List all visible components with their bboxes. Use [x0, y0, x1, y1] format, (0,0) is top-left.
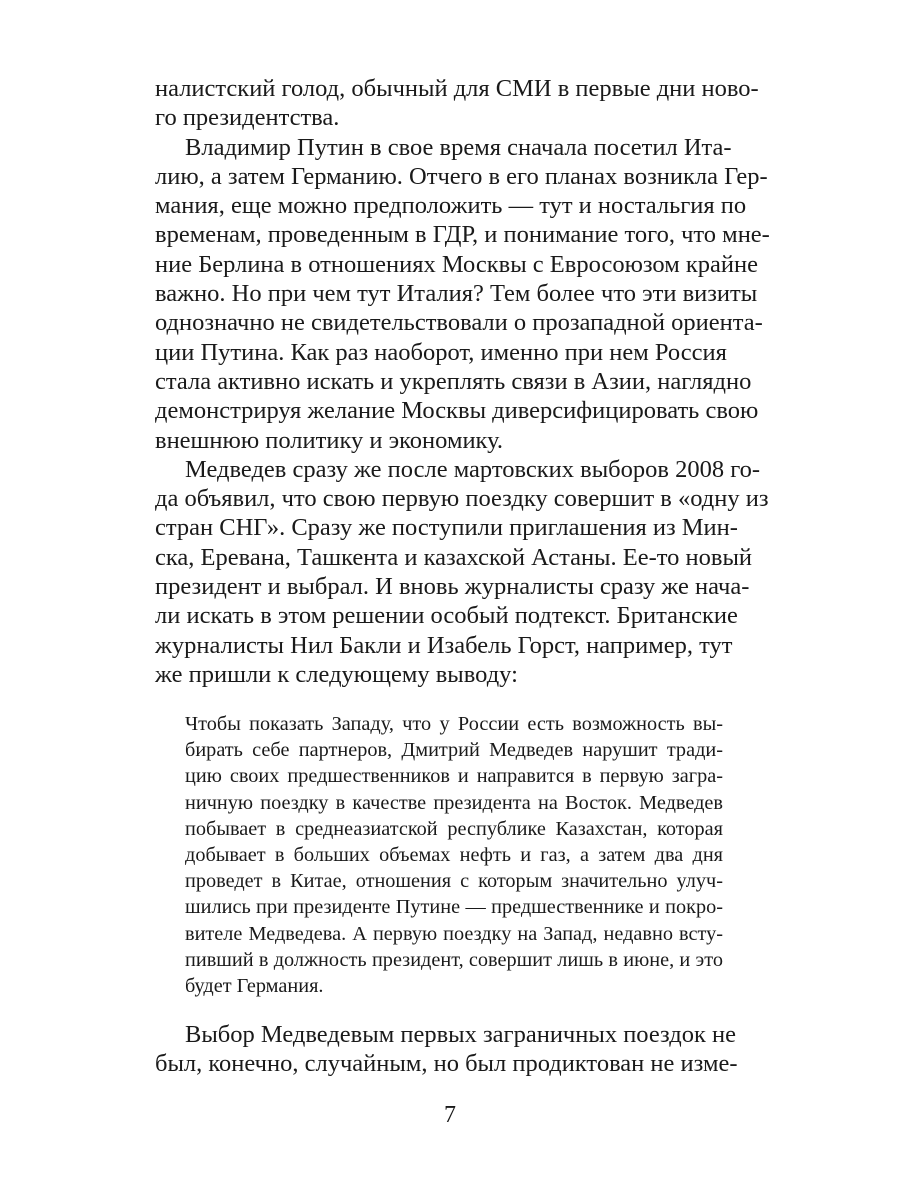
text-line: президент и выбрал. И вновь журналисты сразу же нача-	[155, 573, 750, 601]
text-line: ли искать в этом решении особый подтекст. Британские	[155, 602, 738, 630]
quote-line: пивший в должность президент, совершит лишь в июне, и это	[185, 948, 723, 971]
text-line: Медведев сразу же после мартовских выборов 2008 го-	[185, 455, 761, 483]
text-line: журналисты Нил Бакли и Изабель Горст, например, тут	[155, 631, 733, 659]
text-line: ска, Еревана, Ташкента и казахской Астаны. Ее-то новый	[155, 543, 753, 571]
text-line: да объявил, что свою первую поездку совершит в «одну из	[155, 485, 769, 513]
quote-line: проведет в Китае, отношения с которым значительно улуч-	[185, 870, 723, 893]
text-line: временам, проведенным в ГДР, и понимание того, что мне-	[155, 221, 770, 249]
page-number: 7	[444, 1102, 456, 1128]
text-line: Выбор Медведевым первых заграничных поездок не	[185, 1021, 736, 1048]
quote-line: бирать себе партнеров, Дмитрий Медведев нарушит тради-	[185, 739, 723, 762]
text-line: лию, а затем Германию. Отчего в его планах возникла Гер-	[155, 162, 768, 190]
text-line: стран СНГ». Сразу же поступили приглашения из Мин-	[155, 514, 738, 542]
text-line: мания, еще можно предположить — тут и ностальгия по	[155, 192, 747, 220]
text-line: демонстрируя желание Москвы диверсифицировать свою	[155, 397, 759, 425]
text-line: Владимир Путин в свое время сначала посетил Ита-	[185, 133, 732, 161]
block-quote	[185, 711, 723, 999]
text-line: стала активно искать и укреплять связи в Азии, наглядно	[155, 367, 752, 395]
text-line: го президентства.	[155, 104, 340, 132]
quote-line: будет Германия.	[185, 974, 324, 997]
body-text-bottom	[155, 1020, 738, 1079]
text-line: ции Путина. Как раз наоборот, именно при нем Россия	[155, 338, 727, 366]
text-line: же пришли к следующему выводу:	[155, 660, 518, 688]
quote-line: добывает в больших объемах нефть и газ, а затем два дня	[185, 843, 723, 866]
quote-line: цию своих предшественников и направится в первую загра-	[185, 765, 723, 788]
quote-line: Чтобы показать Западу, что у России есть возможность вы-	[185, 713, 723, 735]
body-text-top	[155, 74, 770, 689]
quote-line: вителе Медведева. А первую поездку на Запад, недавно всту-	[185, 922, 723, 945]
text-line: однозначно не свидетельствовали о прозападной ориента-	[155, 309, 763, 337]
quote-line: шились при президенте Путине — предшественнике и покро-	[185, 896, 723, 919]
quote-line: побывает в среднеазиатской республике Казахстан, которая	[185, 817, 723, 840]
text-line: налистский голод, обычный для СМИ в первые дни ново-	[155, 75, 759, 102]
text-line: внешнюю политику и экономику.	[155, 426, 504, 454]
text-line: важно. Но при чем тут Италия? Тем более что эти визиты	[155, 280, 758, 308]
text-line: ние Берлина в отношениях Москвы с Евросоюзом крайне	[155, 250, 758, 278]
quote-line: ничную поездку в качестве президента на Восток. Медведев	[185, 791, 723, 814]
text-line: был, конечно, случайным, но был продиктован не изме-	[155, 1050, 738, 1078]
